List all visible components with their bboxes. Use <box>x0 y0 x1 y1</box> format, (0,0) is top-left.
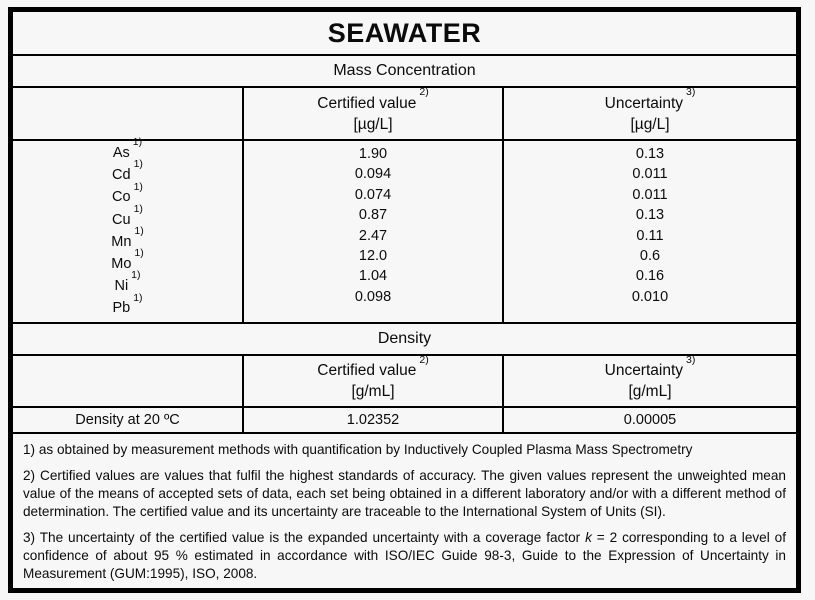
uncertainty-value: 0.011 <box>632 166 668 183</box>
uncertainty-label: Uncertainty <box>604 362 684 379</box>
density-uncertainty-value: 0.00005 <box>502 408 796 432</box>
uncertainty-value: 0.011 <box>632 186 668 203</box>
element-label <box>13 136 242 164</box>
certified-value-unit: [µg/L] <box>353 115 393 133</box>
density-data-row <box>13 406 796 432</box>
certified-value: 0.074 <box>354 186 392 203</box>
uncertainty-value: 0.13 <box>635 207 665 224</box>
mass-section-heading: Mass Concentration <box>333 62 476 79</box>
footnote-ref-3: 3) <box>686 353 696 366</box>
uncertainty-values-column <box>502 141 796 322</box>
element-label <box>13 158 242 186</box>
certified-value: 0.094 <box>354 166 392 183</box>
element-label <box>13 224 242 253</box>
element-labels-column <box>13 136 242 322</box>
title-row <box>13 12 796 54</box>
footnote-3 <box>23 529 786 583</box>
mass-header-empty-cell <box>13 88 242 139</box>
element-symbol: Pb <box>112 300 131 317</box>
footnote-3-text: = 2 corresponding to a level of confidence of about 95 % estimated in accordance with ISO/IEC Guide 98-3, Guide to the Expression of Uncertainty in Measurement (GUM:1995), ISO, 2008. <box>23 530 786 581</box>
footnote-ref-1: 1) <box>133 202 143 215</box>
footnote-ref-1: 1) <box>134 247 144 260</box>
uncertainty-unit: [µg/L] <box>630 115 670 133</box>
certificate-table <box>8 7 801 593</box>
mass-header-certified-cell <box>242 88 502 139</box>
footnote-2: 2) Certified values are values that fulfil the highest standards of accuracy. The given values represent the unweighted mean value of the means of accepted sets of data, each set being obtained in a different laboratory and/or with a different method of determination. The certified value and its uncertainty are traceable to the International System of Units (SI). <box>23 468 786 519</box>
footnote-ref-2: 2) <box>419 86 429 99</box>
element-label <box>13 247 242 275</box>
certified-value-header <box>317 86 429 114</box>
density-header-empty-cell <box>13 356 242 406</box>
footnote-ref-3: 3) <box>686 86 696 99</box>
element-symbol: Co <box>112 189 131 206</box>
element-symbol: Mn <box>111 233 132 250</box>
mass-section-heading-row <box>13 54 796 86</box>
footnote-ref-1: 1) <box>132 136 143 149</box>
uncertainty-value: 0.6 <box>639 248 661 265</box>
uncertainty-value: 0.13 <box>635 146 665 162</box>
certified-value: 0.098 <box>354 288 392 305</box>
density-certified-unit: [g/mL] <box>351 383 395 400</box>
element-label <box>13 180 242 208</box>
footnote-ref-1: 1) <box>133 180 143 193</box>
certified-values-column <box>242 141 502 322</box>
page-title: SEAWATER <box>327 17 482 48</box>
certified-value-label: Certified value <box>317 94 417 112</box>
certified-value-label: Certified value <box>317 362 417 379</box>
uncertainty-value: 0.11 <box>636 227 664 244</box>
footnote-ref-1: 1) <box>133 158 143 171</box>
element-label <box>13 269 242 297</box>
coverage-factor-k: k <box>585 530 592 545</box>
mass-header-row <box>13 86 796 139</box>
footnotes-section <box>13 432 796 591</box>
mass-header-uncertainty-cell <box>502 88 796 139</box>
uncertainty-header <box>604 86 696 114</box>
element-label <box>13 202 242 231</box>
density-header-certified-cell <box>242 353 502 406</box>
density-header-uncertainty-cell <box>502 353 796 406</box>
certified-value: 12.0 <box>358 248 388 265</box>
density-section-heading-row <box>13 322 796 354</box>
footnote-ref-1: 1) <box>133 291 143 304</box>
density-uncertainty-unit: [g/mL] <box>628 383 672 400</box>
density-uncertainty-header <box>604 353 696 381</box>
footnote-1: 1) as obtained by measurement methods with quantification by Inductively Coupled Plasma Mass Spectrometry <box>23 442 693 457</box>
element-symbol: Cd <box>112 167 131 184</box>
certified-value: 1.90 <box>358 146 388 162</box>
mass-data-section <box>13 136 796 322</box>
certified-value: 1.04 <box>358 268 388 285</box>
footnote-ref-1: 1) <box>134 224 144 237</box>
uncertainty-value: 0.16 <box>635 268 665 285</box>
certified-value: 2.47 <box>358 227 388 244</box>
density-header-row <box>13 354 796 406</box>
certified-value: 0.87 <box>358 207 388 224</box>
footnote-3-text: 3) The uncertainty of the certified value is the expanded uncertainty with a coverage factor <box>23 530 586 545</box>
element-symbol: Ni <box>114 278 129 295</box>
uncertainty-label: Uncertainty <box>604 94 684 112</box>
element-symbol: Cu <box>112 211 131 228</box>
footnote-ref-2: 2) <box>419 353 429 366</box>
footnote-ref-1: 1) <box>131 269 141 282</box>
element-label <box>13 291 242 319</box>
density-certified-value: 1.02352 <box>242 408 502 432</box>
density-section-heading: Density <box>377 330 432 347</box>
element-symbol: Mo <box>111 256 132 273</box>
element-symbol: As <box>112 145 130 161</box>
density-row-label: Density at 20 ºC <box>75 412 180 428</box>
uncertainty-value: 0.010 <box>631 288 669 305</box>
density-certified-header <box>317 353 429 381</box>
